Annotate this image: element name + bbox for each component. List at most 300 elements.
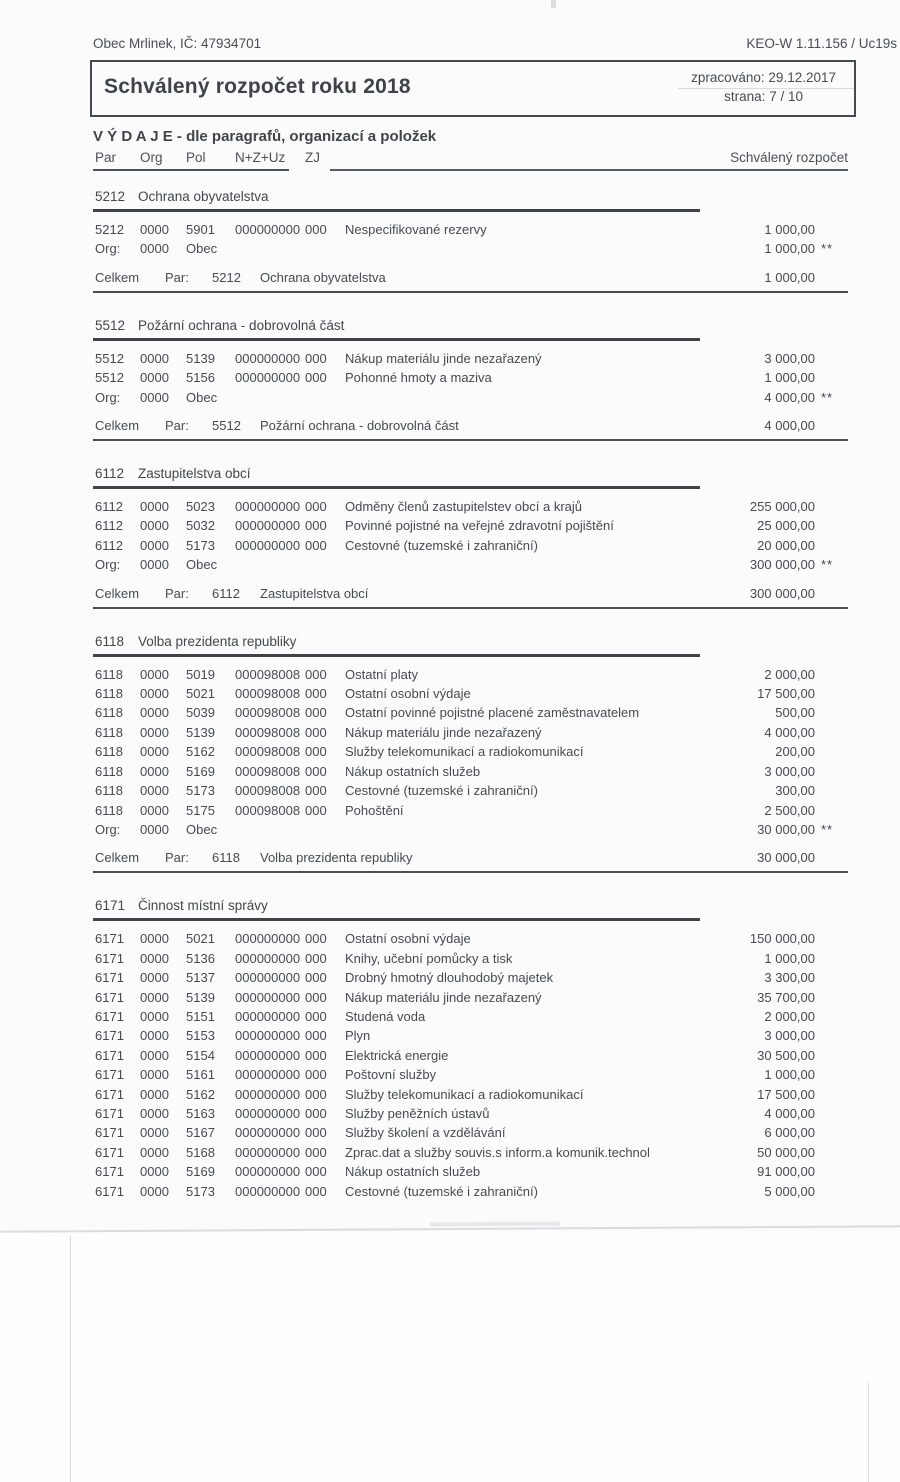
cell-description: Cestovné (tuzemské i zahraniční) (345, 1183, 538, 1199)
cell-zj: 000 (305, 1144, 327, 1160)
cell-zj: 000 (305, 686, 327, 702)
cell-nzuz: 000000000 (235, 1164, 301, 1180)
cell-pol: 5161 (186, 1067, 215, 1083)
scan-artifact-meta-line (678, 88, 854, 89)
cell-description: Nákup materiálu jinde nezařazený (345, 350, 542, 366)
cell-par: 6171 (95, 931, 124, 947)
section-name: Činnost místní správy (138, 898, 268, 914)
total-section-name: Ochrana obyvatelstva (260, 269, 386, 285)
budget-row (93, 929, 848, 948)
cell-stars (815, 220, 848, 239)
cell-zj: 000 (305, 1125, 327, 1141)
budget-row (93, 665, 848, 684)
cell-nzuz: 000098008 (235, 802, 301, 818)
cell-stars (815, 368, 848, 387)
cell-description: Služby peněžních ústavů (345, 1105, 490, 1121)
budget-row (93, 1046, 848, 1065)
cell-description: Cestovné (tuzemské i zahraniční) (345, 537, 538, 553)
processed-date: zpracováno: 29.12.2017 (691, 70, 836, 85)
section-rows (93, 341, 848, 407)
org-subtotal-row (93, 820, 848, 839)
cell-org: 0000 (140, 389, 169, 405)
cell-nzuz (235, 820, 305, 839)
total-par-label: Par: (165, 585, 189, 601)
cell-amount: 30 500,00 (757, 1047, 815, 1063)
budget-row (93, 1162, 848, 1181)
cell-nzuz: 000000000 (235, 1008, 301, 1024)
section-title (93, 633, 848, 651)
cell-pol: 5032 (186, 518, 215, 534)
cell-org: 0000 (140, 821, 169, 837)
budget-row (93, 1085, 848, 1104)
section-total-row (93, 417, 848, 441)
total-paragraph-code: 5512 (212, 418, 241, 434)
cell-stars (815, 1143, 848, 1162)
total-amount: 300 000,00 (749, 585, 815, 601)
column-headers (93, 150, 848, 171)
budget-row (93, 368, 848, 387)
cell-pol: 5139 (186, 989, 215, 1005)
cell-par: 6118 (95, 666, 123, 682)
cell-stars (815, 536, 848, 555)
org-subtotal-row (93, 388, 848, 407)
software-version: KEO-W 1.11.156 / Uc19s (746, 36, 897, 51)
budget-row (93, 1104, 848, 1123)
cell-par: 6171 (95, 1047, 124, 1063)
cell-pol: Obec (186, 821, 218, 837)
cell-nzuz: 000000000 (235, 950, 301, 966)
cell-nzuz: 000098008 (235, 724, 301, 740)
cell-nzuz: 000098008 (235, 686, 301, 702)
cell-zj: 000 (305, 370, 327, 386)
cell-zj: 000 (305, 802, 327, 818)
cell-pol: 5021 (186, 686, 215, 702)
cell-par: 6171 (95, 1086, 124, 1102)
org-subtotal-row (93, 555, 848, 574)
cell-zj (305, 820, 345, 839)
cell-nzuz: 000000000 (235, 537, 301, 553)
cell-org: 0000 (140, 1028, 169, 1044)
cell-nzuz: 000000000 (235, 1086, 301, 1102)
header-rule-left (93, 169, 289, 171)
scan-page-edge-band (0, 1231, 900, 1482)
total-paragraph-code: 5212 (212, 269, 241, 285)
cell-zj: 000 (305, 763, 327, 779)
cell-description: Povinné pojistné na veřejné zdravotní pojištění (345, 518, 614, 534)
cell-org: 0000 (140, 1067, 169, 1083)
cell-amount: 4 000,00 (764, 1105, 815, 1121)
cell-par: 6171 (95, 1144, 124, 1160)
cell-stars (815, 1123, 848, 1142)
cell-par: 5512 (95, 370, 124, 386)
cell-pol: 5151 (186, 1008, 215, 1024)
cell-stars (815, 801, 848, 820)
cell-description: Knihy, učební pomůcky a tisk (345, 950, 513, 966)
cell-description: Studená voda (345, 1008, 426, 1024)
cell-description: Ostatní platy (345, 666, 418, 682)
cell-par: 5212 (95, 222, 124, 237)
cell-par: 6171 (95, 1183, 124, 1199)
cell-nzuz (235, 555, 305, 574)
cell-org: 0000 (140, 370, 169, 386)
budget-table (93, 150, 848, 1225)
municipality-id: Obec Mrlinek, IČ: 47934701 (93, 36, 262, 51)
cell-pol: 5153 (186, 1028, 215, 1044)
cell-description: Pohonné hmoty a maziva (345, 370, 492, 386)
cell-org: 0000 (140, 666, 169, 682)
cell-stars (815, 665, 848, 684)
cell-amount: 4 000,00 (764, 724, 815, 740)
section-name: Zastupitelstva obcí (138, 466, 251, 482)
cell-par: 6171 (95, 1105, 124, 1121)
cell-description: Drobný hmotný dlouhodobý majetek (345, 970, 554, 986)
cell-description: Služby telekomunikací a radiokomunikací (345, 1086, 584, 1102)
budget-row (93, 349, 848, 368)
cell-zj: 000 (305, 970, 327, 986)
cell-amount: 255 000,00 (749, 499, 815, 515)
budget-row (93, 1143, 848, 1162)
cell-zj: 000 (305, 1105, 327, 1121)
cell-amount: 1 000,00 (764, 1067, 815, 1083)
cell-zj: 000 (305, 744, 327, 760)
cell-org: 0000 (140, 1144, 169, 1160)
cell-stars (815, 781, 848, 800)
cell-zj (305, 239, 345, 258)
cell-pol: 5173 (186, 537, 215, 553)
cell-org: 0000 (140, 222, 169, 237)
cell-description: Nákup materiálu jinde nezařazený (345, 724, 542, 740)
cell-org: 0000 (140, 537, 169, 553)
cell-pol: 5136 (186, 950, 215, 966)
cell-description: Ostatní osobní výdaje (345, 686, 471, 702)
total-paragraph-code: 6118 (212, 850, 240, 866)
cell-nzuz: 000000000 (235, 989, 301, 1005)
cell-par: 6171 (95, 1067, 124, 1083)
section-rows (93, 921, 848, 1201)
cell-org: 0000 (140, 1105, 169, 1121)
cell-stars (815, 968, 848, 987)
cell-par: 6112 (95, 537, 123, 553)
total-paragraph-code: 6112 (212, 585, 240, 601)
cell-pol: Obec (186, 241, 218, 257)
cell-pol: 5173 (186, 783, 215, 799)
col-header-amount: Schválený rozpočet (730, 150, 848, 165)
cell-description: Nákup ostatních služeb (345, 763, 481, 779)
cell-zj: 000 (305, 724, 327, 740)
budget-row (93, 684, 848, 703)
cell-par: Org: (95, 241, 121, 257)
cell-pol: 5167 (186, 1125, 215, 1141)
section-paragraph-code: 5512 (95, 317, 126, 333)
cell-par: 6118 (95, 724, 123, 740)
cell-zj: 000 (305, 705, 327, 721)
budget-section (93, 317, 848, 441)
cell-zj: 000 (305, 1086, 327, 1102)
cell-description: Poštovní služby (345, 1067, 437, 1083)
cell-description: Nákup ostatních služeb (345, 1164, 481, 1180)
document-header (93, 36, 900, 53)
cell-stars (815, 684, 848, 703)
cell-zj: 000 (305, 1008, 327, 1024)
cell-nzuz: 000098008 (235, 763, 301, 779)
cell-stars: ** (821, 389, 834, 405)
cell-stars (815, 1065, 848, 1084)
cell-amount: 2 000,00 (764, 666, 815, 682)
cell-org: 0000 (140, 724, 169, 740)
budget-row (93, 1182, 848, 1201)
section-total-row (93, 269, 848, 293)
cell-nzuz: 000000000 (235, 1105, 301, 1121)
cell-org: 0000 (140, 557, 169, 573)
budget-row (93, 536, 848, 555)
cell-amount: 6 000,00 (764, 1125, 815, 1141)
cell-amount: 1 000,00 (764, 950, 815, 966)
cell-par: 5512 (95, 350, 124, 366)
cell-stars (815, 1104, 848, 1123)
cell-description: Odměny členů zastupitelstev obcí a krajů (345, 499, 583, 515)
scan-artifact-smudge (430, 1222, 560, 1227)
cell-zj: 000 (305, 666, 327, 682)
cell-par: Org: (95, 821, 121, 837)
cell-org: 0000 (140, 350, 169, 366)
cell-zj: 000 (305, 222, 327, 237)
budget-section (93, 633, 848, 874)
cell-stars (815, 723, 848, 742)
section-name: Volba prezidenta republiky (138, 633, 297, 649)
cell-pol: 5168 (186, 1144, 215, 1160)
cell-amount: 200,00 (775, 744, 815, 760)
budget-row (93, 742, 848, 761)
section-title (93, 317, 848, 335)
cell-amount: 20 000,00 (757, 537, 815, 553)
cell-amount: 3 000,00 (764, 1028, 815, 1044)
total-section-name: Volba prezidenta republiky (260, 850, 413, 866)
total-section-name: Požární ochrana - dobrovolná část (260, 418, 459, 434)
cell-pol: 5023 (186, 499, 215, 515)
cell-nzuz: 000098008 (235, 666, 301, 682)
cell-zj: 000 (305, 1047, 327, 1063)
cell-par: 6171 (95, 1028, 124, 1044)
budget-row (93, 762, 848, 781)
cell-par: Org: (95, 557, 121, 573)
cell-zj: 000 (305, 537, 327, 553)
cell-pol: 5156 (186, 370, 215, 386)
cell-org: 0000 (140, 970, 169, 986)
cell-stars (815, 929, 848, 948)
cell-pol: 5021 (186, 931, 215, 947)
budget-row (93, 988, 848, 1007)
cell-stars (815, 1026, 848, 1045)
total-par-label: Par: (165, 269, 189, 285)
cell-nzuz: 000000000 (235, 222, 301, 237)
cell-description (345, 388, 700, 407)
cell-stars: ** (821, 557, 834, 573)
cell-par: 6118 (95, 802, 123, 818)
cell-par: 6118 (95, 744, 123, 760)
cell-stars (815, 349, 848, 368)
budget-row (93, 781, 848, 800)
cell-amount: 35 700,00 (757, 989, 815, 1005)
cell-org: 0000 (140, 705, 169, 721)
cell-description: Cestovné (tuzemské i zahraniční) (345, 783, 538, 799)
cell-amount: 17 500,00 (757, 686, 815, 702)
cell-par: 6118 (95, 763, 123, 779)
cell-description: Nákup materiálu jinde nezařazený (345, 989, 542, 1005)
cell-amount: 1 000,00 (764, 370, 815, 386)
cell-par: Org: (95, 389, 121, 405)
cell-nzuz: 000098008 (235, 744, 301, 760)
cell-amount: 300 000,00 (749, 557, 815, 573)
cell-par: 6118 (95, 705, 123, 721)
cell-org: 0000 (140, 1086, 169, 1102)
budget-row (93, 1123, 848, 1142)
cell-amount: 30 000,00 (757, 821, 815, 837)
cell-zj: 000 (305, 950, 327, 966)
cell-nzuz: 000000000 (235, 970, 301, 986)
cell-nzuz: 000000000 (235, 499, 301, 515)
cell-pol: 5173 (186, 1183, 215, 1199)
cell-pol: Obec (186, 389, 218, 405)
budget-row (93, 703, 848, 722)
cell-nzuz: 000000000 (235, 1047, 301, 1063)
cell-par: 6112 (95, 499, 123, 515)
section-rows (93, 657, 848, 840)
cell-stars: ** (821, 821, 834, 837)
cell-stars (815, 1046, 848, 1065)
cell-description: Plyn (345, 1028, 371, 1044)
cell-stars (815, 949, 848, 968)
total-label: Celkem (95, 850, 140, 866)
cell-description: Služby telekomunikací a radiokomunikací (345, 744, 584, 760)
cell-org: 0000 (140, 1008, 169, 1024)
section-paragraph-code: 5212 (95, 189, 126, 204)
cell-org: 0000 (140, 802, 169, 818)
cell-nzuz: 000000000 (235, 1144, 301, 1160)
section-title (93, 465, 848, 483)
cell-par: 6112 (95, 518, 123, 534)
cell-amount: 4 000,00 (764, 389, 815, 405)
cell-org: 0000 (140, 499, 169, 515)
cell-pol: 5137 (186, 970, 215, 986)
cell-zj: 000 (305, 518, 327, 534)
cell-pol: 5162 (186, 1086, 215, 1102)
cell-nzuz (235, 239, 305, 258)
cell-amount: 17 500,00 (757, 1086, 815, 1102)
cell-nzuz (235, 388, 305, 407)
section-paragraph-code: 6118 (95, 633, 125, 649)
cell-pol: Obec (186, 557, 218, 573)
cell-nzuz: 000000000 (235, 1067, 301, 1083)
cell-zj: 000 (305, 783, 327, 799)
cell-stars: ** (821, 241, 834, 257)
budget-row (93, 220, 848, 239)
cell-amount: 2 000,00 (764, 1008, 815, 1024)
title-meta (691, 68, 836, 106)
budget-row (93, 723, 848, 742)
cell-amount: 25 000,00 (757, 518, 815, 534)
cell-zj: 000 (305, 1067, 327, 1083)
cell-description: Služby školení a vzdělávání (345, 1125, 506, 1141)
cell-zj (305, 555, 345, 574)
total-label: Celkem (95, 269, 140, 285)
cell-nzuz: 000098008 (235, 705, 301, 721)
budget-row (93, 516, 848, 535)
budget-row (93, 497, 848, 516)
cell-pol: 5154 (186, 1047, 215, 1063)
section-total-row (93, 585, 848, 609)
cell-org: 0000 (140, 518, 169, 534)
cell-pol: 5019 (186, 666, 215, 682)
cell-org: 0000 (140, 783, 169, 799)
cell-nzuz: 000000000 (235, 1028, 301, 1044)
scan-artifact-top (551, 0, 556, 8)
cell-description: Elektrická energie (345, 1047, 449, 1063)
scan-artifact-vertical-line-right (868, 1382, 869, 1482)
cell-description: Ostatní osobní výdaje (345, 931, 471, 947)
cell-pol: 5139 (186, 350, 215, 366)
section-rows (93, 212, 848, 259)
cell-stars (815, 703, 848, 722)
cell-pol: 5039 (186, 705, 215, 721)
cell-nzuz: 000000000 (235, 350, 301, 366)
total-amount: 1 000,00 (764, 269, 815, 285)
cell-org: 0000 (140, 1047, 169, 1063)
cell-amount: 3 300,00 (764, 970, 815, 986)
cell-stars (815, 988, 848, 1007)
cell-zj: 000 (305, 1028, 327, 1044)
title-box (90, 60, 856, 117)
total-amount: 4 000,00 (764, 418, 815, 434)
cell-pol: 5175 (186, 802, 215, 818)
cell-zj: 000 (305, 1164, 327, 1180)
cell-description (345, 820, 700, 839)
cell-nzuz: 000000000 (235, 1125, 301, 1141)
org-subtotal-row (93, 239, 848, 258)
budget-row (93, 968, 848, 987)
col-header-pol: Pol (186, 150, 206, 165)
total-par-label: Par: (165, 418, 189, 434)
cell-amount: 150 000,00 (749, 931, 815, 947)
header-rule-right (330, 169, 848, 171)
cell-par: 6171 (95, 1008, 124, 1024)
sections (93, 188, 848, 1201)
cell-par: 6118 (95, 686, 123, 702)
cell-description: Pohoštění (345, 802, 404, 818)
cell-org: 0000 (140, 989, 169, 1005)
cell-nzuz: 000000000 (235, 931, 301, 947)
cell-zj: 000 (305, 499, 327, 515)
scan-artifact-vertical-line-left (70, 1236, 71, 1482)
cell-description: Zprac.dat a služby souvis.s inform.a komunik.technol (345, 1144, 650, 1160)
cell-amount: 50 000,00 (757, 1144, 815, 1160)
cell-description: Ostatní povinné pojistné placené zaměstnavatelem (345, 705, 640, 721)
col-header-org: Org (140, 150, 163, 165)
section-total-row (93, 849, 848, 873)
cell-zj: 000 (305, 350, 327, 366)
budget-section (93, 465, 848, 609)
cell-par: 6118 (95, 783, 123, 799)
cell-org: 0000 (140, 1125, 169, 1141)
total-label: Celkem (95, 418, 140, 434)
cell-nzuz: 000000000 (235, 1183, 301, 1199)
cell-stars (815, 1182, 848, 1201)
section-title (93, 188, 848, 206)
cell-par: 6171 (95, 970, 124, 986)
cell-zj: 000 (305, 931, 327, 947)
section-name: Požární ochrana - dobrovolná část (138, 317, 345, 333)
cell-org: 0000 (140, 1183, 169, 1199)
cell-pol: 5901 (186, 222, 215, 237)
